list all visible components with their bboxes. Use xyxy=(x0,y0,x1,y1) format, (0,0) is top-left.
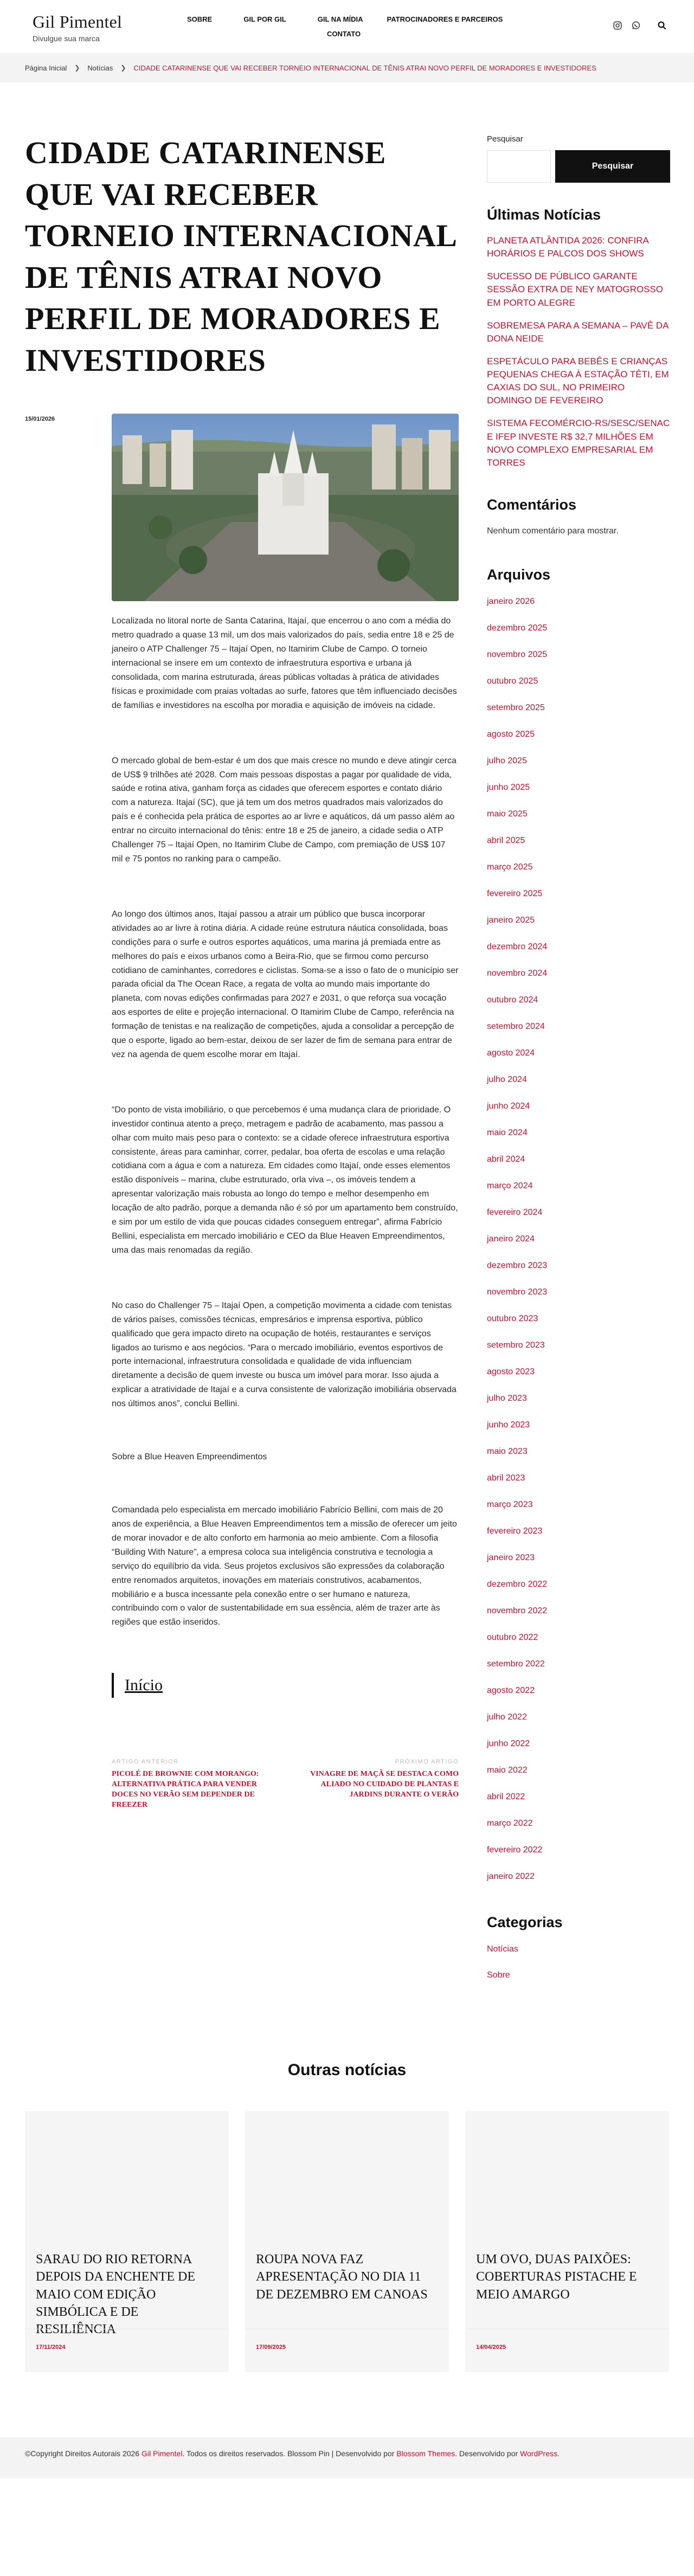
archive-link[interactable]: julho 2025 xyxy=(487,756,527,765)
archive-link[interactable]: novembro 2024 xyxy=(487,968,548,978)
next-article-label: PRÓXIMO ARTIGO xyxy=(395,1759,459,1766)
archive-link[interactable]: março 2025 xyxy=(487,862,533,872)
back-link xyxy=(112,1673,459,1698)
site-header xyxy=(0,0,694,53)
archive-link[interactable]: novembro 2022 xyxy=(487,1606,548,1615)
archive-link[interactable]: outubro 2022 xyxy=(487,1632,538,1642)
archive-link[interactable]: maio 2022 xyxy=(487,1765,528,1775)
archive-link[interactable]: fevereiro 2023 xyxy=(487,1526,543,1536)
sidebar xyxy=(487,82,670,1996)
archive-link[interactable]: maio 2025 xyxy=(487,809,528,819)
breadcrumb xyxy=(0,53,694,82)
post-paragraph: “Do ponto de vista imobiliário, o que percebemos é uma mudança clara de prioridade. O investidor continua atento a preço, metragem e padrão de acabamento, mas passou a olhar com muito mais peso para o contexto: se a cidade oferece infraestrutura esportiva consistente, áreas para caminhar, correr, pedalar, boa oferta de escolas e uma relação cotidiana com a água e com a natureza. Em cidades como Itajaí, onde esses elementos estão disponíveis – marina, clube estruturado, orla viva –, os imóveis tendem a apresentar valorização mais robusta ao longo do tempo e melhor desempenho em locação de alto padrão, porque a demanda não é só por um apartamento bem construído, e sim por um estilo de vida que poucas cidades conseguem entregar”, afirma Fabrício Bellini, especialista em mercado imobiliário e CEO da Blue Heaven Empreendimentos, uma das mais renomadas da região. xyxy=(112,1105,458,1255)
archive-link[interactable]: março 2022 xyxy=(487,1818,533,1828)
archive-title: Arquivos xyxy=(487,566,551,583)
archive-link[interactable]: agosto 2024 xyxy=(487,1048,535,1058)
latest-news-title: Últimas Notícias xyxy=(487,207,601,223)
archive-link[interactable]: janeiro 2022 xyxy=(487,1871,535,1881)
archive-link[interactable]: fevereiro 2025 xyxy=(487,888,543,898)
related-card-title[interactable]: SARAU DO RIO RETORNA DEPOIS DA ENCHENTE DE MAIO COM EDIÇÃO SIMBÓLICA E DE RESILIÊNCIA xyxy=(36,2252,195,2337)
header-icons xyxy=(613,21,667,30)
archive-link[interactable]: novembro 2023 xyxy=(487,1287,548,1297)
nav-item-patrocinadores[interactable]: PATROCINADORES E PARCEIROS xyxy=(387,15,503,23)
comments-empty-note: Nenhum comentário para mostrar. xyxy=(487,526,619,536)
search-input[interactable] xyxy=(487,150,551,183)
whatsapp-icon[interactable] xyxy=(631,21,641,30)
archive-link[interactable]: setembro 2023 xyxy=(487,1340,545,1350)
footer-site-link[interactable]: Gil Pimentel xyxy=(141,2449,183,2458)
previous-article-label: ARTIGO ANTERIOR xyxy=(112,1759,179,1766)
main-nav xyxy=(187,15,512,38)
comments-title: Comentários xyxy=(487,496,577,513)
related-card[interactable] xyxy=(245,2111,449,2372)
archive-link[interactable]: abril 2023 xyxy=(487,1473,525,1483)
archive-link[interactable]: setembro 2022 xyxy=(487,1659,545,1669)
next-article-title[interactable]: VINAGRE DE MAÇÃ SE DESTACA COMO ALIADO NO CUIDADO DE PLANTAS E JARDINS DURANTE O VERÃO xyxy=(310,1770,459,1799)
brand[interactable] xyxy=(33,12,122,43)
categories-title: Categorias xyxy=(487,1914,563,1930)
back-link-text[interactable]: Início xyxy=(125,1676,163,1695)
post-date: 15/01/2026 xyxy=(25,416,55,423)
footer-wordpress-link[interactable]: WordPress xyxy=(520,2449,557,2458)
related-card-date: 17/11/2024 xyxy=(36,2343,66,2350)
post-body xyxy=(25,414,459,1630)
archive-link[interactable]: dezembro 2023 xyxy=(487,1260,548,1270)
latest-news-item[interactable]: ESPETÁCULO PARA BEBÊS E CRIANÇAS PEQUENAS CHEGA À ESTAÇÃO TÊTI, EM CAXIAS DO SUL, NO PRIMEIRO DOMINGO DE FEVEREIRO xyxy=(487,356,669,406)
post-paragraph: Localizada no litoral norte de Santa Catarina, Itajaí, que encerrou o ano com a média do metro quadrado a quase 13 mil, um dos mais valorizados do país, sedia entre 18 e 25 de janeiro o ATP Challenger 75 – Itajaí Open, no Itamirim Clube de Campo. O torneio internacional se insere em um contexto de infraestrutura esportiva e urbana já consolidada, com marina estruturada, áreas públicas voltadas à prática de atividades físicas e proximidade com praias voltadas ao surfe, fatores que têm influenciado decisões de famílias e investidores na escolha por moradia e aquisição de imóveis na cidade. xyxy=(112,616,457,710)
archive-link[interactable]: maio 2024 xyxy=(487,1128,528,1137)
latest-news-item[interactable]: SISTEMA FECOMÉRCIO-RS/SESC/SENAC E IFEP INVESTE R$ 32,7 MILHÕES EM NOVO COMPLEXO EMPRESARIAL EM TORRES xyxy=(487,418,670,468)
footer-copyright: ©Copyright Direitos Autorais 2026 xyxy=(25,2449,142,2458)
archive-link[interactable]: agosto 2023 xyxy=(487,1367,535,1376)
archive-link[interactable]: janeiro 2025 xyxy=(487,915,535,925)
previous-article-link[interactable] xyxy=(112,1759,274,1811)
latest-news-item[interactable]: SUCESSO DE PÚBLICO GARANTE SESSÃO EXTRA DE NEY MATOGROSSO EM PORTO ALEGRE xyxy=(487,271,663,308)
archive-widget xyxy=(487,566,670,1898)
instagram-icon[interactable] xyxy=(613,21,622,30)
archive-link[interactable]: dezembro 2025 xyxy=(487,623,548,633)
back-link-bar xyxy=(112,1673,114,1698)
archive-link[interactable]: abril 2025 xyxy=(487,835,525,845)
nav-item-gil-por-gil[interactable]: GIL POR GIL xyxy=(243,15,286,23)
archive-link[interactable]: outubro 2025 xyxy=(487,676,538,686)
card-divider xyxy=(245,2329,449,2372)
related-card-title[interactable]: ROUPA NOVA FAZ APRESENTAÇÃO NO DIA 11 DE DEZEMBRO EM CANOAS xyxy=(256,2252,428,2302)
next-article-link[interactable] xyxy=(296,1759,459,1811)
archive-link[interactable]: maio 2023 xyxy=(487,1446,528,1456)
archive-link[interactable]: abril 2024 xyxy=(487,1154,525,1164)
related-cards xyxy=(25,2111,669,2372)
footer-text: . Desenvolvido por xyxy=(455,2449,520,2458)
categories-widget xyxy=(487,1914,670,1996)
archive-link[interactable]: julho 2023 xyxy=(487,1393,527,1403)
footer-text: . xyxy=(557,2449,560,2458)
card-divider xyxy=(465,2329,669,2372)
archive-link[interactable]: janeiro 2024 xyxy=(487,1234,535,1244)
comments-widget xyxy=(487,497,670,536)
site-tagline: Divulgue sua marca xyxy=(33,34,100,43)
search-widget xyxy=(487,134,670,183)
post-navigation xyxy=(112,1759,459,1811)
archive-link[interactable]: abril 2022 xyxy=(487,1792,525,1801)
post-subheading: Sobre a Blue Heaven Empreendimentos xyxy=(112,1452,267,1462)
archive-link[interactable]: agosto 2022 xyxy=(487,1685,535,1695)
post-paragraph: O mercado global de bem-estar é um dos que mais cresce no mundo e deve atingir cerca de US$ 9 trilhões até 2028. Com mais pessoas dispostas a pagar por qualidade de vida, saúde e rotina ativa, ganham força as cidades que oferecem esportes e contato diário com a natureza. Itajaí (SC), que já tem um dos metros quadrados mais valorizados do país e é conhecida pela prática de esportes ao ar livre e aquáticos, dá um passo além ao entrar no circuito internacional do tênis: entre 18 e 25 de janeiro, a cidade sedia o ATP Challenger 75 – Itajaí Open, no Itamirim Clube de Campo, com premiação de US$ 107 mil e 75 pontos no ranking para o campeão. xyxy=(112,756,457,864)
footer-text: . Todos os direitos reservados. Blossom Pin | Desenvolvido por xyxy=(182,2449,397,2458)
related-card[interactable] xyxy=(465,2111,669,2372)
nav-item-contato[interactable]: CONTATO xyxy=(327,30,361,38)
post-paragraph: Ao longo dos últimos anos, Itajaí passou a atrair um público que busca incorporar atividades ao ar livre à rotina diária. A cidade reúne estrutura náutica consolidada, boas condições para o surfe e outros esportes aquáticos, uma marina já premiada entre as melhores do país e eixos urbanos como a Beira-Rio, que se firmou como percurso cotidiano de caminhantes, corredores e ciclistas. Soma-se a isso o fato de o município ser parada oficial da The Ocean Race, a regata de volta ao mundo mais importante do planeta, com novas edições confirmadas para 2027 e 2031, o que reforça sua vocação aos esportes de elite e projeção internacional. O Itamirim Clube de Campo, referência na formação de tenistas e na realização de competições, ajuda a consolidar a percepção de que o esporte, ligado ao bem-estar, deixou de ser lazer de fim de semana para entrar de vez na agenda de quem escolhe morar em Itajaí. xyxy=(112,909,459,1059)
latest-news-widget xyxy=(487,207,670,469)
post-content xyxy=(25,82,459,1996)
post-paragraph: No caso do Challenger 75 – Itajaí Open, a competição movimenta a cidade com tenistas de vários países, comissões técnicas, empresários e imprensa esportiva, público qualificado que gera impacto direto na ocupação de hotéis, restaurantes e serviços ligados ao turismo e aos negócios. “Para o mercado imobiliário, eventos esportivos de porte internacional, infraestrutura consolidada e qualidade de vida influenciam diretamente a decisão de quem investe ou busca um imóvel para morar. Isso ajuda a explicar a atratividade de Itajaí e a curva consistente de valorização imobiliária observada nos últimos anos”, conclui Bellini. xyxy=(112,1300,457,1409)
breadcrumb-section[interactable]: Notícias xyxy=(87,63,113,72)
categories-list xyxy=(487,1944,670,1996)
search-button[interactable]: Pesquisar xyxy=(555,150,670,183)
related-posts xyxy=(0,2061,694,2372)
archive-link[interactable]: dezembro 2022 xyxy=(487,1579,548,1589)
site-title[interactable]: Gil Pimentel xyxy=(33,12,123,31)
post-title: CIDADE CATARINENSE QUE VAI RECEBER TORNEIO INTERNACIONAL DE TÊNIS ATRAI NOVO PERFIL DE MORADORES E INVESTIDORES xyxy=(25,135,456,378)
archive-link[interactable]: outubro 2024 xyxy=(487,995,538,1004)
nav-item-sobre[interactable]: SOBRE xyxy=(187,15,213,23)
breadcrumb-current: CIDADE CATARINENSE QUE VAI RECEBER TORNEIO INTERNACIONAL DE TÊNIS ATRAI NOVO PERFIL DE MORADORES E INVESTIDORES xyxy=(133,63,596,72)
related-posts-title: Outras notícias xyxy=(287,2060,407,2079)
card-divider xyxy=(25,2329,229,2372)
related-card-date: 14/04/2025 xyxy=(476,2343,506,2350)
related-card[interactable] xyxy=(25,2111,229,2372)
latest-news-item[interactable]: PLANETA ATLÂNTIDA 2026: CONFIRA HORÁRIOS E PALCOS DOS SHOWS xyxy=(487,235,648,259)
archive-link[interactable]: dezembro 2024 xyxy=(487,942,548,951)
archive-link[interactable]: outubro 2023 xyxy=(487,1313,538,1323)
archive-list xyxy=(487,596,670,1898)
related-card-date: 17/09/2025 xyxy=(256,2343,286,2350)
hero-image xyxy=(112,414,459,601)
archive-link[interactable]: junho 2025 xyxy=(487,782,530,792)
archive-link[interactable]: junho 2023 xyxy=(487,1420,530,1429)
site-footer xyxy=(0,2437,694,2478)
related-card-title[interactable]: UM OVO, DUAS PAIXÕES: COBERTURAS PISTACHE E MEIO AMARGO xyxy=(476,2252,637,2302)
archive-link[interactable]: julho 2024 xyxy=(487,1074,527,1084)
archive-link[interactable]: junho 2024 xyxy=(487,1101,530,1111)
archive-link[interactable]: agosto 2025 xyxy=(487,729,535,739)
latest-news-item[interactable]: SOBREMESA PARA A SEMANA – PAVÊ DA DONA NEIDE xyxy=(487,320,669,344)
archive-link[interactable]: novembro 2025 xyxy=(487,649,548,659)
archive-link[interactable]: janeiro 2026 xyxy=(487,596,535,606)
footer-theme-link[interactable]: Blossom Themes xyxy=(396,2449,455,2458)
chevron-right-icon: ❯ xyxy=(120,64,126,72)
archive-link[interactable]: fevereiro 2022 xyxy=(487,1845,543,1854)
post-main xyxy=(112,414,459,1630)
category-link-noticias[interactable]: Notícias xyxy=(487,1944,518,1954)
archive-link[interactable]: janeiro 2023 xyxy=(487,1553,535,1562)
search-label: Pesquisar xyxy=(487,134,523,144)
archive-link[interactable]: março 2023 xyxy=(487,1499,533,1509)
nav-item-gil-na-midia[interactable]: GIL NA MÍDIA xyxy=(317,15,363,23)
archive-link[interactable]: junho 2022 xyxy=(487,1738,530,1748)
archive-link[interactable]: março 2024 xyxy=(487,1181,533,1190)
chevron-right-icon: ❯ xyxy=(74,64,80,72)
archive-link[interactable]: julho 2022 xyxy=(487,1712,527,1722)
archive-link[interactable]: setembro 2024 xyxy=(487,1021,545,1031)
category-link-sobre[interactable]: Sobre xyxy=(487,1970,510,1980)
previous-article-title[interactable]: PICOLÉ DE BROWNIE COM MORANGO: ALTERNATIVA PRÁTICA PARA VENDER DOCES NO VERÃO SEM DEPENDER DE FREEZER xyxy=(112,1770,259,1809)
archive-link[interactable]: setembro 2025 xyxy=(487,703,545,712)
breadcrumb-home[interactable]: Página Inicial xyxy=(25,63,67,72)
post-paragraph: Comandada pelo especialista em mercado imobiliário Fabrício Bellini, com mais de 20 anos de experiência, a Blue Heaven Empreendimentos tem a missão de oferecer um jeito de morar inovador e de alto conforto em harmonia ao meio ambiente. Com a filosofia “Building With Nature”, a empresa coloca sua inteligência construtiva e tecnologia a serviço do equilíbrio da vida. Seus projetos exclusivos são expressões da colaboração entre renomados arquitetos, inovações em materiais construtivos, acabamentos, mobiliário e a busca incessante pela conexão entre o ser humano e natureza, contribuindo com o valor de sustentabilidade em sua essência, além de trazer arte às regiões que estão inseridos. xyxy=(112,1505,457,1627)
search-icon[interactable] xyxy=(657,21,667,30)
page-wrapper xyxy=(0,82,694,1996)
archive-link[interactable]: fevereiro 2024 xyxy=(487,1207,543,1217)
